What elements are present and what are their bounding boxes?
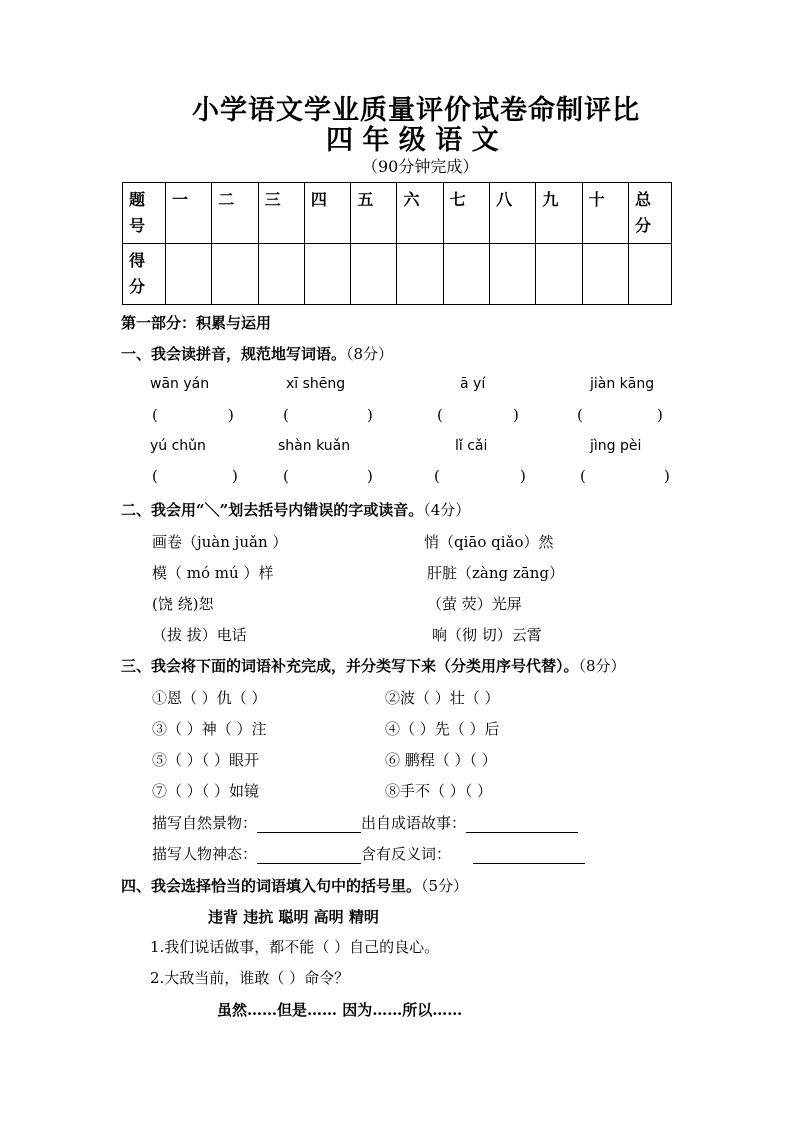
question-1-title (121, 343, 393, 364)
word-choices: 违背 违抗 聪明 高明 精明 (208, 908, 379, 926)
answer-paren-close: ) (367, 406, 373, 424)
score-cell[interactable] (212, 244, 258, 305)
q2-item[interactable]: 画卷（juàn juǎn ） (152, 533, 288, 551)
q3-item[interactable]: ②波（ ）壮（ ） (385, 689, 500, 707)
answer-paren-open: ( (437, 406, 443, 424)
q2-item[interactable]: 模（ mó mú ）样 (152, 564, 274, 582)
score-cell[interactable] (397, 244, 443, 305)
q3-item[interactable]: ⑥ 鹏程（ ）（ ） (385, 751, 497, 769)
q2-item[interactable]: （拔 拔）电话 (152, 626, 247, 644)
pinyin: lǐ cǎi (455, 438, 488, 454)
question-points: （8分） (346, 345, 394, 363)
answer-paren-close: ) (232, 467, 238, 485)
score-cell[interactable] (536, 244, 582, 305)
q2-item[interactable]: （萤 荧）光屏 (427, 595, 522, 613)
col-header: 十 (582, 183, 628, 244)
col-header: 一 (166, 183, 212, 244)
score-cell-total[interactable] (629, 244, 672, 305)
question-points: （8分） (578, 657, 626, 675)
word-choices: 虽然……但是…… 因为……所以…… (217, 1001, 463, 1019)
answer-blank[interactable] (293, 465, 365, 485)
col-header: 三 (258, 183, 304, 244)
row-label-score: 得分 (123, 244, 166, 305)
q2-item[interactable]: (饶 绕)恕 (152, 595, 214, 613)
score-cell[interactable] (490, 244, 536, 305)
answer-paren-open: ( (283, 406, 289, 424)
pinyin: yú chǔn (150, 438, 206, 454)
col-header: 四 (304, 183, 350, 244)
answer-paren-open: ( (434, 467, 440, 485)
col-header-total: 总分 (629, 183, 672, 244)
answer-paren-close: ) (228, 406, 234, 424)
table-row (123, 244, 672, 305)
q3-item[interactable]: ①恩（ ）仇（ ） (152, 689, 267, 707)
answer-paren-close: ) (664, 467, 670, 485)
question-2-title (121, 499, 470, 520)
col-header: 六 (397, 183, 443, 244)
q3-item[interactable]: ④（ ）先（ ）后 (385, 720, 500, 738)
col-header: 九 (536, 183, 582, 244)
answer-paren-open: ( (577, 406, 583, 424)
answer-paren-open: ( (152, 406, 158, 424)
exam-title: 小学语文学业质量评价试卷命制评比 (192, 95, 640, 126)
question-4-title (121, 875, 468, 896)
score-cell[interactable] (443, 244, 489, 305)
question-3-title (121, 655, 626, 676)
q2-item[interactable]: 肝脏（zàng zāng） (427, 564, 564, 582)
question-text: 四、我会选择恰当的词语填入句中的括号里。 (121, 877, 422, 895)
pinyin: xī shēng (286, 376, 346, 392)
answer-paren-close: ) (513, 406, 519, 424)
answer-blank[interactable] (162, 404, 226, 424)
question-points: （4分） (423, 501, 471, 519)
question-text: 一、我会读拼音，规范地写词语。 (121, 345, 347, 363)
pinyin: wān yán (150, 376, 210, 392)
col-header: 八 (490, 183, 536, 244)
answer-blank[interactable] (444, 465, 518, 485)
score-cell[interactable] (166, 244, 212, 305)
category-blank[interactable] (466, 818, 578, 833)
score-cell[interactable] (582, 244, 628, 305)
category-label: 描写自然景物： (152, 814, 258, 832)
q2-item[interactable]: 响（彻 切）云霄 (432, 626, 542, 644)
answer-blank[interactable] (587, 404, 655, 424)
sentence-item[interactable]: 2.大敌当前，谁敢（ ）命令？ (150, 969, 350, 987)
grade-subject: 四 年 级 语 文 (326, 125, 499, 156)
table-row (123, 183, 672, 244)
duration-note: （90分钟完成） (362, 157, 479, 176)
category-blank[interactable] (257, 818, 361, 833)
answer-paren-open: ( (283, 467, 289, 485)
answer-paren-close: ) (520, 467, 526, 485)
answer-blank[interactable] (447, 404, 511, 424)
category-label: 描写人物神态： (152, 845, 258, 863)
score-table (122, 182, 672, 305)
category-label: 含有反义词： (361, 845, 452, 863)
category-row (152, 843, 585, 864)
pinyin: jìng pèi (590, 438, 642, 454)
answer-blank[interactable] (162, 465, 230, 485)
col-header: 五 (351, 183, 397, 244)
score-cell[interactable] (351, 244, 397, 305)
q3-item[interactable]: ③（ ）神（ ）注 (152, 720, 267, 738)
answer-paren-close: ) (367, 467, 373, 485)
pinyin: ā yí (460, 376, 486, 392)
category-blank[interactable] (473, 849, 585, 864)
answer-paren-close: ) (657, 406, 663, 424)
answer-paren-open: ( (580, 467, 586, 485)
question-text: 二、我会用“＼”划去括号内错误的字或读音。 (121, 501, 424, 519)
sentence-item[interactable]: 1.我们说话做事，都不能（ ）自己的良心。 (150, 938, 440, 956)
question-points: （5分） (421, 877, 469, 895)
category-row (152, 812, 578, 833)
q3-item[interactable]: ⑤（ ）（ ）眼开 (152, 751, 260, 769)
part-heading: 第一部分：积累与运用 (121, 314, 272, 332)
score-cell[interactable] (304, 244, 350, 305)
category-label: 出自成语故事： (361, 814, 467, 832)
score-cell[interactable] (258, 244, 304, 305)
category-blank[interactable] (257, 849, 361, 864)
pinyin: shàn kuǎn (278, 438, 351, 454)
question-text: 三、我会将下面的词语补充完成，并分类写下来（分类用序号代替）。 (121, 657, 579, 675)
q3-item[interactable]: ⑧手不（ ）（ ） (385, 782, 493, 800)
q3-item[interactable]: ⑦（ ）（ ）如镜 (152, 782, 260, 800)
pinyin: jiàn kāng (590, 376, 655, 392)
col-header: 二 (212, 183, 258, 244)
answer-blank[interactable] (590, 465, 662, 485)
row-label-question-number: 题号 (123, 183, 166, 244)
answer-paren-open: ( (152, 467, 158, 485)
answer-blank[interactable] (293, 404, 365, 424)
q2-item[interactable]: 悄（qiāo qiǎo）然 (424, 533, 554, 551)
col-header: 七 (443, 183, 489, 244)
